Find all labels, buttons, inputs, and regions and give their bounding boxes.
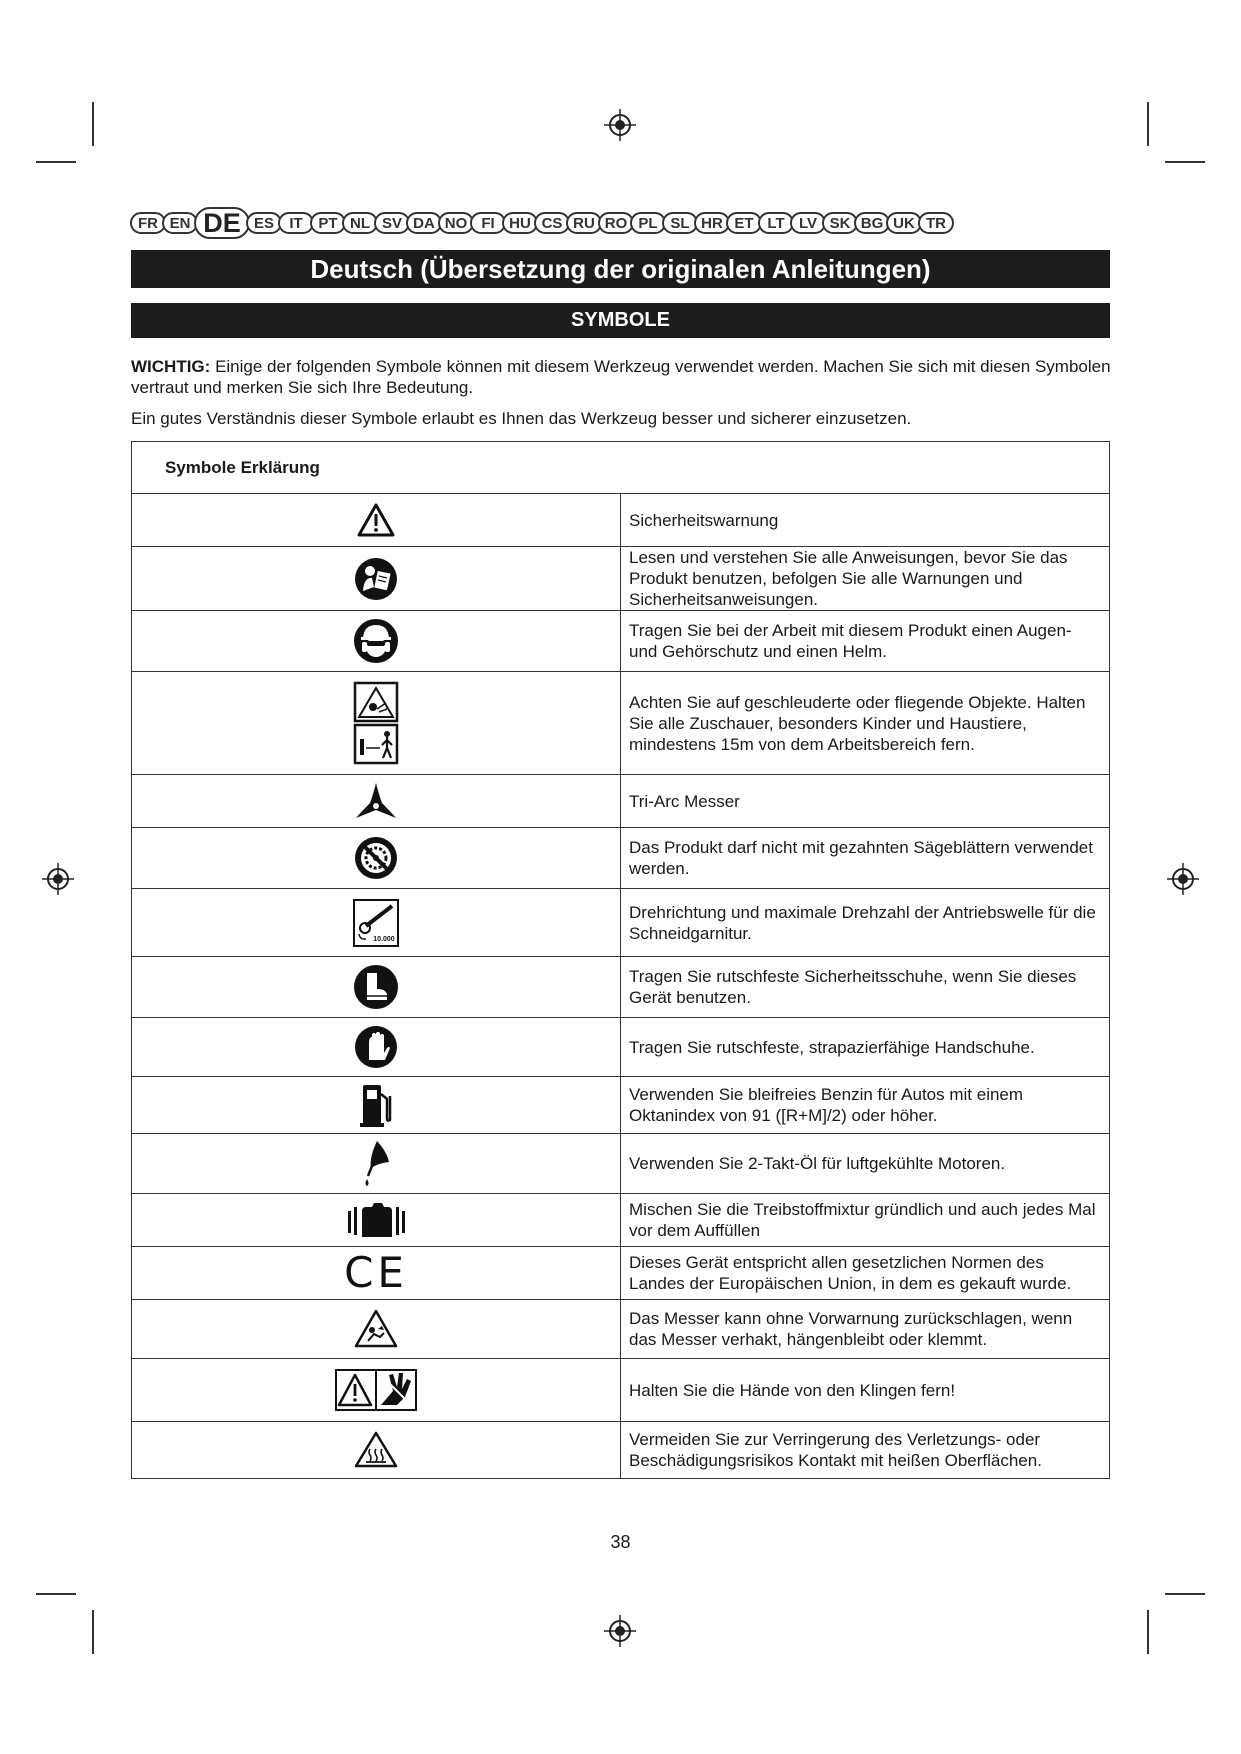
lang-tab[interactable]: SK bbox=[822, 212, 858, 234]
section-heading: SYMBOLE bbox=[131, 303, 1110, 338]
symbol-cell bbox=[132, 828, 621, 889]
lang-tab[interactable]: NL bbox=[342, 212, 378, 234]
table-row bbox=[132, 672, 1110, 775]
lang-tab[interactable]: UK bbox=[886, 212, 922, 234]
registration-mark-icon bbox=[1166, 862, 1200, 896]
lang-tab[interactable]: NO bbox=[438, 212, 474, 234]
registration-mark-icon bbox=[41, 862, 75, 896]
intro-text bbox=[131, 356, 1116, 439]
symbol-description: Achten Sie auf geschleuderte oder fliegende Objekte. Halten Sie alle Zuschauer, besonders Kinder und Haustiere, mindestens 15m von dem Arbeitsbereich fern. bbox=[621, 672, 1110, 775]
rotation-direction-speed-icon bbox=[352, 898, 400, 948]
crop-mark bbox=[36, 1593, 76, 1595]
safety-boots-icon bbox=[353, 964, 399, 1010]
symbol-cell bbox=[132, 1077, 621, 1134]
intro-paragraph: Ein gutes Verständnis dieser Symbole erlaubt es Ihnen das Werkzeug besser und sicherer einzusetzen. bbox=[131, 409, 912, 428]
table-row bbox=[132, 889, 1110, 957]
crop-mark bbox=[1147, 102, 1149, 146]
important-paragraph bbox=[131, 356, 1116, 398]
table-row bbox=[132, 1247, 1110, 1300]
symbol-cell bbox=[132, 494, 621, 547]
warning-triangle-icon bbox=[356, 502, 396, 538]
table-row bbox=[132, 828, 1110, 889]
symbol-description: Verwenden Sie bleifreies Benzin für Autos mit einem Oktanindex von 91 ([R+M]/2) oder höher. bbox=[621, 1077, 1110, 1134]
registration-mark-icon bbox=[603, 108, 637, 142]
lang-tab[interactable]: HR bbox=[694, 212, 730, 234]
helmet-eye-ear-protection-icon bbox=[353, 618, 399, 664]
symbols-table bbox=[131, 441, 1110, 1479]
symbol-cell bbox=[132, 1359, 621, 1422]
symbol-description: Tragen Sie rutschfeste Sicherheitsschuhe, wenn Sie dieses Gerät benutzen. bbox=[621, 957, 1110, 1018]
lang-tab[interactable]: CS bbox=[534, 212, 570, 234]
symbol-cell bbox=[132, 1194, 621, 1247]
lang-tab[interactable]: IT bbox=[278, 212, 314, 234]
symbol-cell bbox=[132, 1422, 621, 1479]
important-text: Einige der folgenden Symbole können mit diesem Werkzeug verwendet werden. Machen Sie sich mit diesen Symbolen vertraut und merken Sie sich Ihre Bedeutung. bbox=[131, 357, 1111, 397]
lang-tab[interactable]: FI bbox=[470, 212, 506, 234]
lang-tab[interactable]: TR bbox=[918, 212, 954, 234]
page-number: 38 bbox=[610, 1532, 631, 1552]
lang-tab[interactable]: LT bbox=[758, 212, 794, 234]
symbol-description: Lesen und verstehen Sie alle Anweisungen, bevor Sie das Produkt benutzen, befolgen Sie alle Warnungen und Sicherheitsanweisungen. bbox=[621, 547, 1110, 611]
oil-drop-icon bbox=[359, 1138, 393, 1190]
lang-tab[interactable]: FR bbox=[130, 212, 166, 234]
symbol-cell bbox=[132, 1247, 621, 1300]
symbol-cell bbox=[132, 775, 621, 828]
symbol-description: Sicherheitswarnung bbox=[621, 494, 1110, 547]
crop-mark bbox=[92, 1610, 94, 1654]
lang-tab[interactable]: DA bbox=[406, 212, 442, 234]
symbol-description: Mischen Sie die Treibstoffmixtur gründlich und auch jedes Mal vor dem Auffüllen bbox=[621, 1194, 1110, 1247]
symbol-cell bbox=[132, 547, 621, 611]
hot-surface-icon bbox=[354, 1431, 398, 1469]
symbol-cell bbox=[132, 1018, 621, 1077]
symbol-cell bbox=[132, 957, 621, 1018]
symbol-description: Verwenden Sie 2-Takt-Öl für luftgekühlte Motoren. bbox=[621, 1134, 1110, 1194]
symbol-description: Das Produkt darf nicht mit gezahnten Sägeblättern verwendet werden. bbox=[621, 828, 1110, 889]
table-header: Symbole Erklärung bbox=[132, 442, 1110, 494]
lang-tab[interactable]: LV bbox=[790, 212, 826, 234]
gloves-icon bbox=[354, 1025, 398, 1069]
keep-hands-away-icon bbox=[335, 1369, 417, 1411]
symbol-description: Vermeiden Sie zur Verringerung des Verletzungs- oder Beschädigungsrisikos Kontakt mit heißen Oberflächen. bbox=[621, 1422, 1110, 1479]
crop-mark bbox=[1165, 1593, 1205, 1595]
mix-fuel-can-icon bbox=[346, 1201, 406, 1239]
symbol-cell bbox=[132, 1134, 621, 1194]
symbol-description: Drehrichtung und maximale Drehzahl der Antriebswelle für die Schneidgarnitur. bbox=[621, 889, 1110, 957]
page-title: Deutsch (Übersetzung der originalen Anleitungen) bbox=[131, 250, 1110, 288]
lang-tab[interactable]: ET bbox=[726, 212, 762, 234]
crop-mark bbox=[36, 161, 76, 163]
symbol-cell bbox=[132, 672, 621, 775]
table-row bbox=[132, 1359, 1110, 1422]
symbol-description: Tragen Sie rutschfeste, strapazierfähige Handschuhe. bbox=[621, 1018, 1110, 1077]
speed-label: 10.000 bbox=[373, 935, 395, 943]
fuel-pump-icon bbox=[358, 1082, 394, 1128]
thrown-objects-distance-icon bbox=[353, 681, 399, 765]
blade-thrust-warning-icon bbox=[354, 1309, 398, 1349]
ce-mark-icon: CE bbox=[344, 1248, 408, 1297]
table-header-row bbox=[132, 442, 1110, 494]
table-row bbox=[132, 1077, 1110, 1134]
lang-tab[interactable]: RO bbox=[598, 212, 634, 234]
table-row bbox=[132, 1134, 1110, 1194]
important-label: WICHTIG: bbox=[131, 357, 211, 376]
table-row bbox=[132, 547, 1110, 611]
symbol-description: Tri-Arc Messer bbox=[621, 775, 1110, 828]
symbol-cell bbox=[132, 611, 621, 672]
crop-mark bbox=[1165, 161, 1205, 163]
lang-tab[interactable]: EN bbox=[162, 212, 198, 234]
table-row bbox=[132, 494, 1110, 547]
lang-tab[interactable]: SV bbox=[374, 212, 410, 234]
lang-tab[interactable]: BG bbox=[854, 212, 890, 234]
symbol-description: Dieses Gerät entspricht allen gesetzlichen Normen des Landes der Europäischen Union, in dem es gekauft wurde. bbox=[621, 1247, 1110, 1300]
lang-tab[interactable]: PL bbox=[630, 212, 666, 234]
lang-tab[interactable]: RU bbox=[566, 212, 602, 234]
symbol-description: Tragen Sie bei der Arbeit mit diesem Produkt einen Augen- und Gehörschutz und einen Helm. bbox=[621, 611, 1110, 672]
crop-mark bbox=[92, 102, 94, 146]
tri-arc-blade-icon bbox=[354, 781, 398, 821]
table-row bbox=[132, 611, 1110, 672]
lang-tab-active[interactable]: DE bbox=[194, 207, 250, 239]
symbol-description: Das Messer kann ohne Vorwarnung zurückschlagen, wenn das Messer verhakt, hängenbleibt oder klemmt. bbox=[621, 1300, 1110, 1359]
symbol-cell bbox=[132, 1300, 621, 1359]
table-row bbox=[132, 1422, 1110, 1479]
no-toothed-saw-blade-icon bbox=[354, 836, 398, 880]
table-row bbox=[132, 1018, 1110, 1077]
lang-tab[interactable]: PT bbox=[310, 212, 346, 234]
table-row bbox=[132, 957, 1110, 1018]
lang-tab[interactable]: HU bbox=[502, 212, 538, 234]
table-row bbox=[132, 775, 1110, 828]
lang-tab[interactable]: SL bbox=[662, 212, 698, 234]
registration-mark-icon bbox=[603, 1614, 637, 1648]
language-tabs bbox=[130, 208, 1110, 238]
table-row bbox=[132, 1194, 1110, 1247]
lang-tab[interactable]: ES bbox=[246, 212, 282, 234]
symbol-description: Halten Sie die Hände von den Klingen fern! bbox=[621, 1359, 1110, 1422]
table-row bbox=[132, 1300, 1110, 1359]
crop-mark bbox=[1147, 1610, 1149, 1654]
read-manual-icon bbox=[354, 557, 398, 601]
symbol-cell bbox=[132, 889, 621, 957]
